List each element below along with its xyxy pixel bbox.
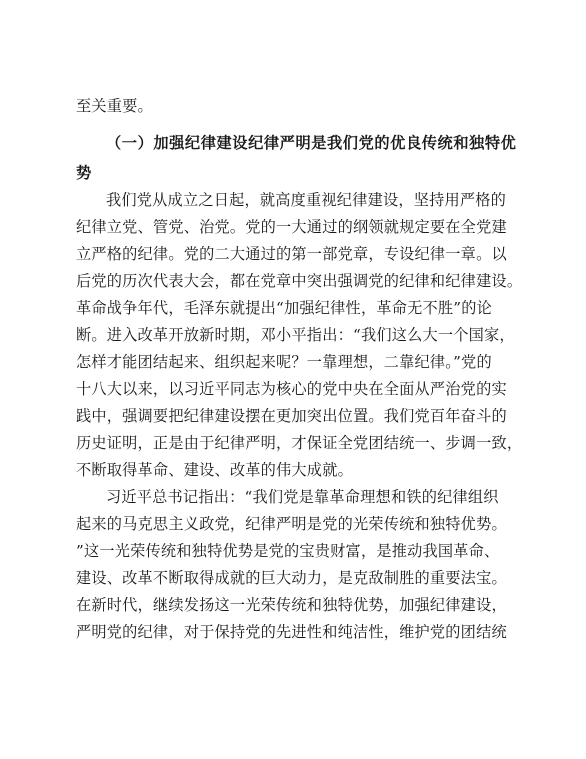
paragraph-line: 革命战争年代，毛泽东就提出“加强纪律性，革命无不胜”的论 bbox=[76, 299, 493, 317]
paragraph-line: 建设、改革不断取得成就的巨大动力，是克敌制胜的重要法宝。 bbox=[76, 569, 507, 587]
paragraph-line: 断。进入改革开放新时期，邓小平指出：“我们这么大一个国家， bbox=[76, 326, 515, 344]
paragraph-line: 起来的马克思主义政党，纪律严明是党的光荣传统和独特优势。 bbox=[76, 515, 507, 533]
paragraph-line: 怎样才能团结起来、组织起来呢？一靠理想，二靠纪律。”党的 bbox=[76, 353, 492, 371]
paragraph-line: 我们党从成立之日起，就高度重视纪律建设，坚持用严格的 bbox=[106, 191, 507, 209]
section-heading: （一）加强纪律建设纪律严明是我们党的优良传统和独特优 bbox=[106, 134, 517, 152]
paragraph-line: 习近平总书记指出：“我们党是靠革命理想和铁的纪律组织 bbox=[106, 488, 499, 506]
paragraph-line: 立严格的纪律。党的二大通过的第一部党章，专设纪律一章。以 bbox=[76, 245, 507, 263]
paragraph-line: 践中，强调要把纪律建设摆在更加突出位置。我们党百年奋斗的 bbox=[76, 407, 507, 425]
paragraph-line: 历史证明，正是由于纪律严明，才保证全党团结统一、步调一致， bbox=[76, 434, 523, 452]
paragraph-line: 十八大以来，以习近平同志为核心的党中央在全面从严治党的实 bbox=[76, 380, 507, 398]
paragraph-line: ”这一光荣传统和独特优势是党的宝贵财富，是推动我国革命、 bbox=[76, 542, 500, 560]
paragraph-line: 后党的历次代表大会，都在党章中突出强调党的纪律和纪律建设。 bbox=[76, 272, 523, 290]
paragraph-line: 纪律立党、管党、治党。党的一大通过的纲领就规定要在全党建 bbox=[76, 218, 507, 236]
text-line: 至关重要。 bbox=[76, 97, 153, 115]
paragraph-line: 不断取得革命、建设、改革的伟大成就。 bbox=[76, 461, 353, 479]
section-heading-continued: 势 bbox=[76, 164, 92, 182]
paragraph-line: 严明党的纪律，对于保持党的先进性和纯洁性，维护党的团结统 bbox=[76, 623, 507, 641]
paragraph-line: 在新时代，继续发扬这一光荣传统和独特优势，加强纪律建设， bbox=[76, 596, 507, 614]
